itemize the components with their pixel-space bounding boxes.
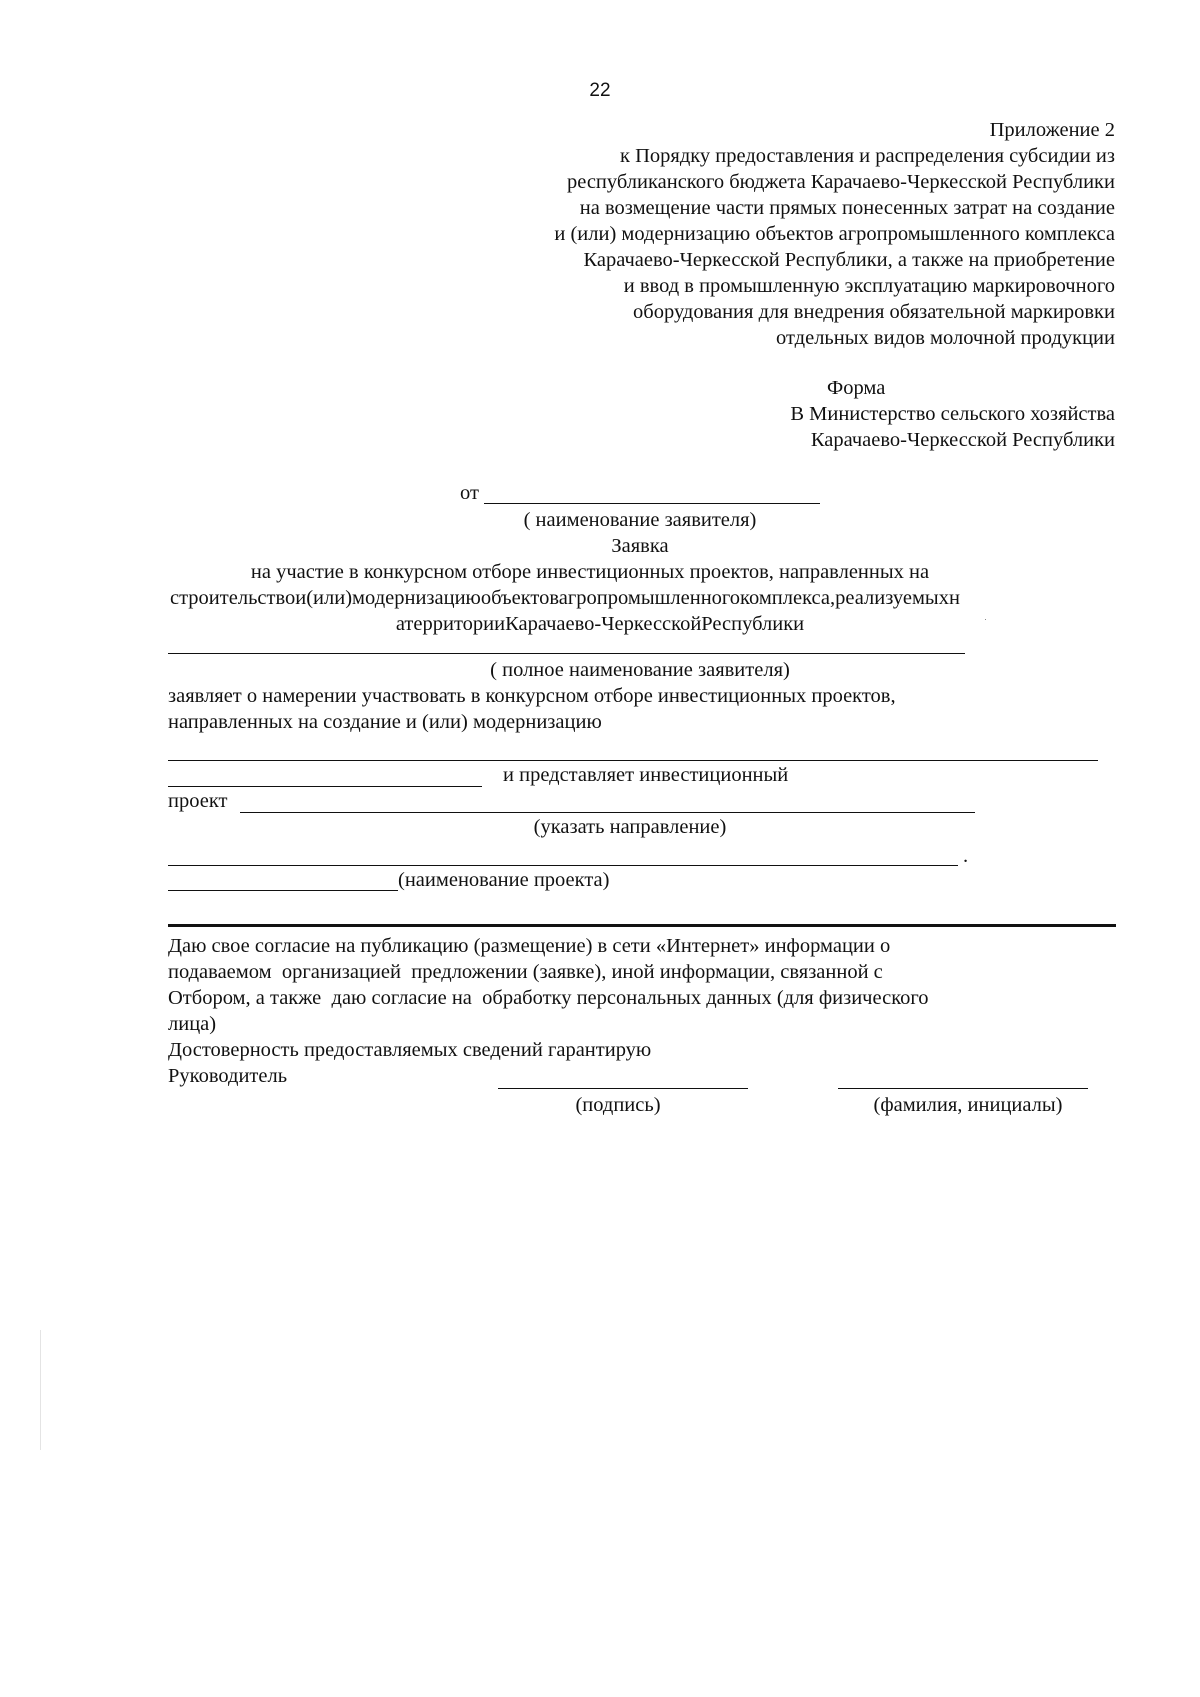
appendix-title: Приложение 2 [989,119,1115,141]
signatory-role: Руководитель [168,1065,288,1087]
full-name-field[interactable] [838,1088,1088,1089]
appendix-line: на возмещение части прямых понесенных затрат на создание [579,197,1115,219]
full-applicant-name-field[interactable] [168,653,965,654]
scan-speck [985,619,986,620]
signature-field[interactable] [498,1088,748,1089]
project-name-field[interactable] [168,865,958,866]
project-label: проект [168,790,228,812]
consent-line: лица) [168,1013,217,1035]
subtitle-line: строительствои(или)модернизациюобъектовагропромышленногокомплекса,реализуемыхн [170,587,960,609]
from-prefix: от [460,482,479,504]
addressee-line: Карачаево-Черкесской Республики [810,429,1115,451]
subtitle-line: на участие в конкурсном отборе инвестиционных проектов, направленных на [250,561,930,583]
consent-line: подаваемом организацией предложении (заявке), иной информации, связанной с [168,961,883,983]
appendix-line: и (или) модернизацию объектов агропромышленного комплекса [554,223,1115,245]
applicant-name-field[interactable] [484,503,820,504]
statement-line: направленных на создание и (или) модернизацию [168,711,602,733]
modernization-object-field-2[interactable] [168,786,482,787]
consent-line: Отбором, а также даю согласие на обработку персональных данных (для физического [168,987,929,1009]
end-dot: . [963,845,969,867]
appendix-line: и ввод в промышленную эксплуатацию маркировочного [623,275,1115,297]
appendix-line: республиканского бюджета Карачаево-Черкесской Республики [566,171,1115,193]
subtitle-line: атерриторииКарачаево-ЧеркесскойРеспублики [395,613,805,635]
page-number: 22 [589,80,611,101]
consent-line: Даю свое согласие на публикацию (размещение) в сети «Интернет» информации о [168,935,891,957]
modernization-object-field[interactable] [168,760,1098,761]
form-label: Форма [827,377,886,399]
presents-text: и представляет инвестиционный [503,764,789,786]
document-title: Заявка [611,535,669,557]
full-applicant-caption: ( полное наименование заявителя) [490,659,790,681]
project-name-field-2[interactable] [168,890,398,891]
appendix-line: оборудования для внедрения обязательной маркировки [633,301,1115,323]
project-direction-field[interactable] [240,812,975,813]
appendix-line: к Порядку предоставления и распределения субсидии из [620,145,1115,167]
guarantee-text: Достоверность предоставляемых сведений гарантирую [168,1039,652,1061]
appendix-line: Карачаево-Черкесской Республики, а также на приобретение [583,249,1115,271]
project-name-caption: (наименование проекта) [398,869,610,891]
addressee-line: В Министерство сельского хозяйства [790,403,1115,425]
direction-caption: (указать направление) [533,816,727,838]
signature-caption: (подпись) [575,1094,661,1116]
statement-line: заявляет о намерении участвовать в конкурсном отборе инвестиционных проектов, [168,685,896,707]
section-divider [168,924,1116,927]
appendix-line: отдельных видов молочной продукции [776,327,1115,349]
full-name-caption: (фамилия, инициалы) [873,1094,1063,1116]
applicant-caption: ( наименование заявителя) [523,509,757,531]
scan-edge-mark [40,1330,41,1450]
